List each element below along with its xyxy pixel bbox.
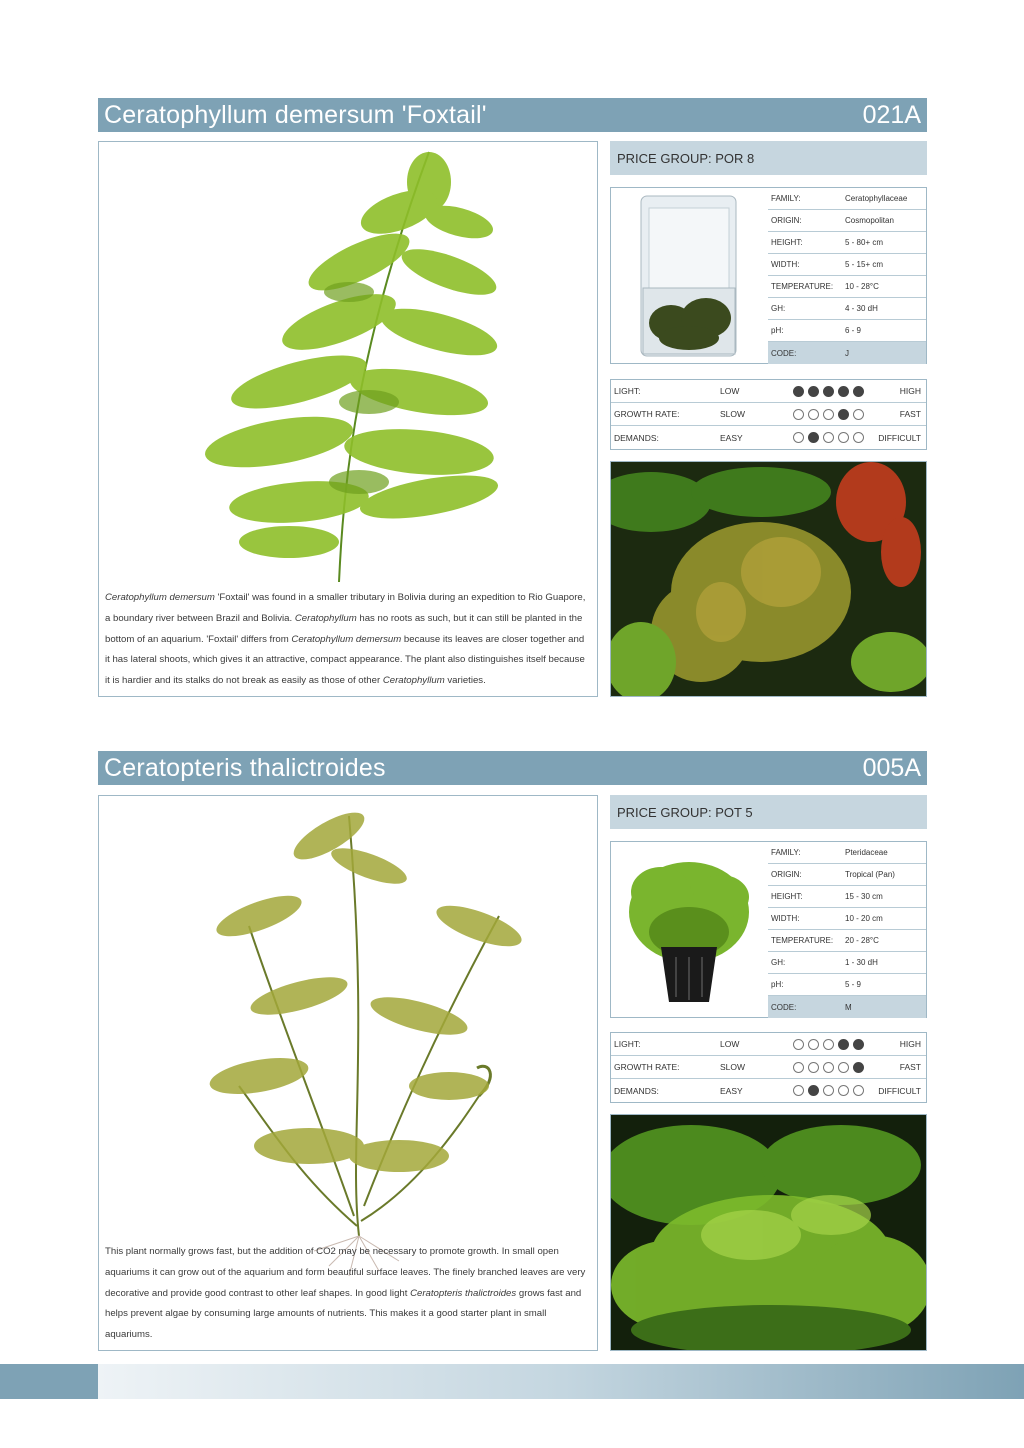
rating-scale [793,409,864,420]
rating-dot-filled [853,1039,864,1050]
rating-dot-empty [823,409,834,420]
spec-row: WIDTH: 5 - 15+ cm [768,254,926,276]
rating-dot-empty [853,432,864,443]
rating-high-label: FAST [899,409,921,419]
plant-2-title: Ceratopteris thalictroides [104,753,386,782]
rating-dot-filled [808,1085,819,1096]
plant-1-spec-table [768,188,926,364]
spec-row: TEMPERATURE: 20 - 28°C [768,930,926,952]
plant-2-price-group: PRICE GROUP: POT 5 [610,795,927,829]
rating-dot-empty [823,1039,834,1050]
plant-2-illustration-panel [98,795,598,1351]
rating-high-label: FAST [899,1062,921,1072]
plant-1-price-group: PRICE GROUP: POR 8 [610,141,927,175]
plant-1-ratings [610,379,927,450]
plant-2-ratings [610,1032,927,1103]
plant-2-spec-box [610,841,927,1018]
spec-row: GH: 4 - 30 dH [768,298,926,320]
rating-high-label: HIGH [899,1039,921,1049]
plant-2-description: This plant normally grows fast, but the addition of CO2 may be necessary to promote growth. In small open aquariums it can grow out of the aquarium and form beautiful surface leaves. The finely branched leaves are very decorative and provide good contrast to other leaf shapes. In good light Ceratopteris thalictroides grows fast and helps prevent algae by consuming large amounts of nutrients. This makes it a good starter plant in small aquariums. [105,1246,586,1341]
rating-label: LIGHT: [614,386,641,396]
rating-dot-filled [853,386,864,397]
rating-row [611,380,926,403]
spec-row: FAMILY: Ceratophyllaceae [768,188,926,210]
rating-low-label: EASY [720,432,743,443]
spec-row: WIDTH: 10 - 20 cm [768,908,926,930]
plant-1-description: Ceratophyllum demersum 'Foxtail' was found in a smaller tributary in Bolivia during an expedition to Rio Guapore, a boundary river between Brazil and Bolivia. Ceratophyllum has no roots as such, but it can still be planted in the bottom of an aquarium. 'Foxtail' differs from Ceratophyllum demersum because its leaves are closer together and it has lateral shoots, which gives it an attractive, compact appearance. The plant also distinguishes itself because it is hardier and its stalks do not break as easily as those of other Ceratophyllum varieties. [105,592,586,687]
spec-row: pH: 6 - 9 [768,320,926,342]
rating-dot-filled [808,432,819,443]
rating-dot-empty [823,1062,834,1073]
rating-scale [793,386,864,397]
rating-dot-empty [793,409,804,420]
rating-scale [793,432,864,443]
spec-row: FAMILY: Pteridaceae [768,842,926,864]
rating-dot-filled [793,386,804,397]
rating-row [611,426,926,449]
rating-dot-empty [838,1085,849,1096]
rating-dot-empty [853,1085,864,1096]
plant-2-code: 005A [862,753,921,782]
page-footer-band [0,1364,1024,1399]
rating-label: DEMANDS: [614,432,659,443]
rating-dot-empty [853,409,864,420]
plant-2-aquarium-photo [610,1114,927,1351]
rating-dot-empty [808,1039,819,1050]
rating-row [611,1033,926,1056]
rating-scale [793,1062,864,1073]
rating-label: LIGHT: [614,1039,641,1049]
rating-dot-empty [793,1085,804,1096]
rating-scale [793,1085,864,1096]
plant-1-title: Ceratophyllum demersum 'Foxtail' [104,100,487,129]
spec-row-code: CODE: M [768,996,926,1018]
rating-high-label: DIFFICULT [878,1085,921,1096]
rating-dot-filled [808,386,819,397]
spec-row: HEIGHT: 5 - 80+ cm [768,232,926,254]
rating-low-label: LOW [720,1039,740,1049]
plant-1-code: 021A [862,100,921,129]
spec-row: ORIGIN: Cosmopolitan [768,210,926,232]
plant-1-illustration-panel [98,141,598,697]
rating-dot-empty [793,432,804,443]
rating-dot-empty [793,1062,804,1073]
rating-dot-empty [808,409,819,420]
rating-row [611,403,926,426]
spec-row: ORIGIN: Tropical (Pan) [768,864,926,886]
plant-1-aquarium-photo [610,461,927,697]
rating-label: GROWTH RATE: [614,1062,680,1072]
spec-row: TEMPERATURE: 10 - 28°C [768,276,926,298]
rating-dot-empty [838,1062,849,1073]
rating-dot-filled [853,1062,864,1073]
rating-label: GROWTH RATE: [614,409,680,419]
spec-row: pH: 5 - 9 [768,974,926,996]
rating-dot-filled [838,409,849,420]
rating-row [611,1056,926,1079]
rating-dot-empty [823,432,834,443]
spec-row: HEIGHT: 15 - 30 cm [768,886,926,908]
rating-scale [793,1039,864,1050]
rating-row [611,1079,926,1102]
rating-high-label: DIFFICULT [878,432,921,443]
rating-dot-filled [838,1039,849,1050]
spec-row: GH: 1 - 30 dH [768,952,926,974]
rating-dot-empty [823,1085,834,1096]
rating-dot-empty [793,1039,804,1050]
plant-2-spec-table [768,842,926,1018]
spec-row-code: CODE: J [768,342,926,364]
plant-2-header [98,751,927,785]
rating-low-label: SLOW [720,409,746,419]
plant-1-product-photo [611,188,767,363]
rating-dot-filled [838,386,849,397]
rating-low-label: EASY [720,1085,743,1096]
rating-low-label: SLOW [720,1062,746,1072]
plant-1-header [98,98,927,132]
plant-1-spec-box [610,187,927,364]
rating-dot-filled [823,386,834,397]
rating-low-label: LOW [720,386,740,396]
rating-high-label: HIGH [899,386,921,396]
rating-label: DEMANDS: [614,1085,659,1096]
plant-2-product-photo [611,842,767,1017]
rating-dot-empty [808,1062,819,1073]
rating-dot-empty [838,432,849,443]
